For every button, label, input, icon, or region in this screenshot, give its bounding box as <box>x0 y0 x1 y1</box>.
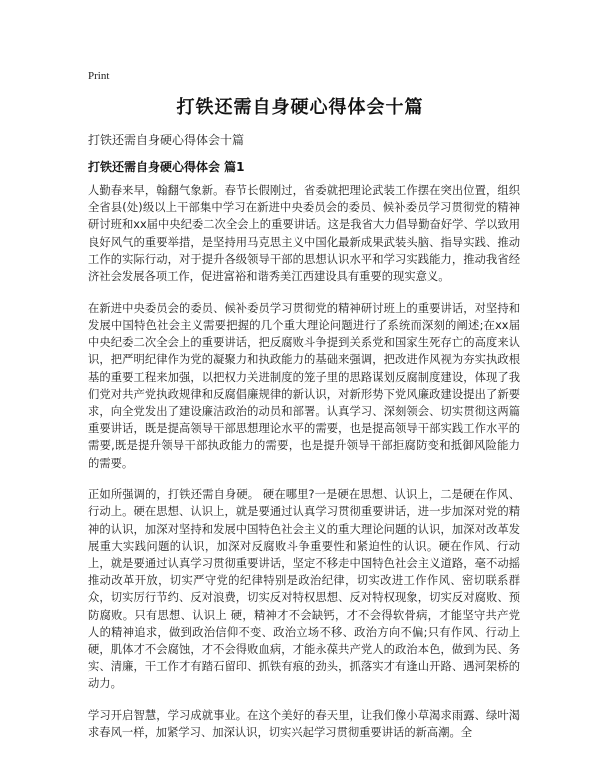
paragraph: 学习开启智慧，学习成就事业。在这个美好的春天里，让我们像小草渴求雨露、绿叶渴求春风一样，加紧学习、加深认识，切实兴起学习贯彻重要讲话的新高潮。全 <box>88 709 520 740</box>
document-body <box>88 182 520 756</box>
paragraph: 在新进中央委员会的委员、候补委员学习贯彻党的精神研讨班上的重要讲话，对坚持和发展中国特色社会主义需要把握的几个重大理论问题进行了系统而深刻的阐述;在xx届中央纪委二次全会上的重要讲话，把反腐败斗争提到关系党和国家生死存亡的高度来认识，把严明纪律作为党的凝聚力和执政能力的基础来强调，把改进作风视为夯实执政根基的重要工程来加强，以把权力关进制度的笼子里的思路谋划反腐制度建设，体现了我们党对共产党执政规律和反腐倡廉规律的新认识，对新形势下党风廉政建设提出了新要求，向全党发出了建设廉洁政治的动员和部署。认真学习、深刻领会、切实贯彻这两篇重要讲话，既是提高领导干部思想理论水平的需要，也是提高领导干部实践工作水平的需要,既是提升领导干部执政能力的需要，也是提升领导干部拒腐防变和抵御风险能力的需要。 <box>88 301 520 470</box>
section-heading: 打铁还需自身硬心得体会 篇1 <box>88 160 245 174</box>
page-title: 打铁还需自身硬心得体会十篇 <box>176 97 424 118</box>
paragraph: 人勤春来早，翰翻气象新。春节长假刚过，省委就把理论武装工作摆在突出位置，组织全省县(处)级以上干部集中学习在新进中央委员会的委员、候补委员学习贯彻党的精神研讨班和xx届中央纪委二次全会上的重要讲话。这是我省大力倡导勤奋好学、学以致用良好风气的重要举措，是坚持用马克思主义中国化最新成果武装头脑、指导实践、推动工作的实际行动，对于提升各级领导干部的思想认识水平和学习实践能力，推动我省经济社会发展各项工作，促进富裕和谐秀美江西建设具有重要的现实意义。 <box>88 184 520 284</box>
paragraph: 正如所强调的，打铁还需自身硬。 硬在哪里?一是硬在思想、认识上，二是硬在作风、行动上。硬在思想、认识上，就是要通过认真学习贯彻重要讲话，进一步加深对党的精神的认识，加深对坚持和发展中国特色社会主义的重大理论问题的认识，加深对改革发展重大实践问题的认识，加深对反腐败斗争重要性和紧迫性的认识。硬在作风、行动上，就是要通过认真学习贯彻重要讲话，坚定不移走中国特色社会主义道路，毫不动摇推动改革开放，切实严守党的纪律特别是政治纪律，切实改进工作作风、密切联系群众，切实厉行节约、反对浪费，切实反对特权思想、反对特权现象，切实反对腐败、预防腐败。只有思想、认识上 硬，精神才不会缺钙，才不会得软骨病，才能坚守共产党人的精神追求，做到政治信仰不变、政治立场不移、政治方向不偏;只有作风、行动上 硬，肌体才不会腐蚀，才不会得败血病，才能永葆共产党人的政治本色，做到为民、务实、清廉，干工作才有踏石留印、抓铁有痕的劲头，抓落实才有逢山开路、遇河架桥的动力。 <box>88 488 520 691</box>
document-subtitle: 打铁还需自身硬心得体会十篇 <box>88 133 245 147</box>
print-link[interactable]: Print <box>88 70 110 82</box>
